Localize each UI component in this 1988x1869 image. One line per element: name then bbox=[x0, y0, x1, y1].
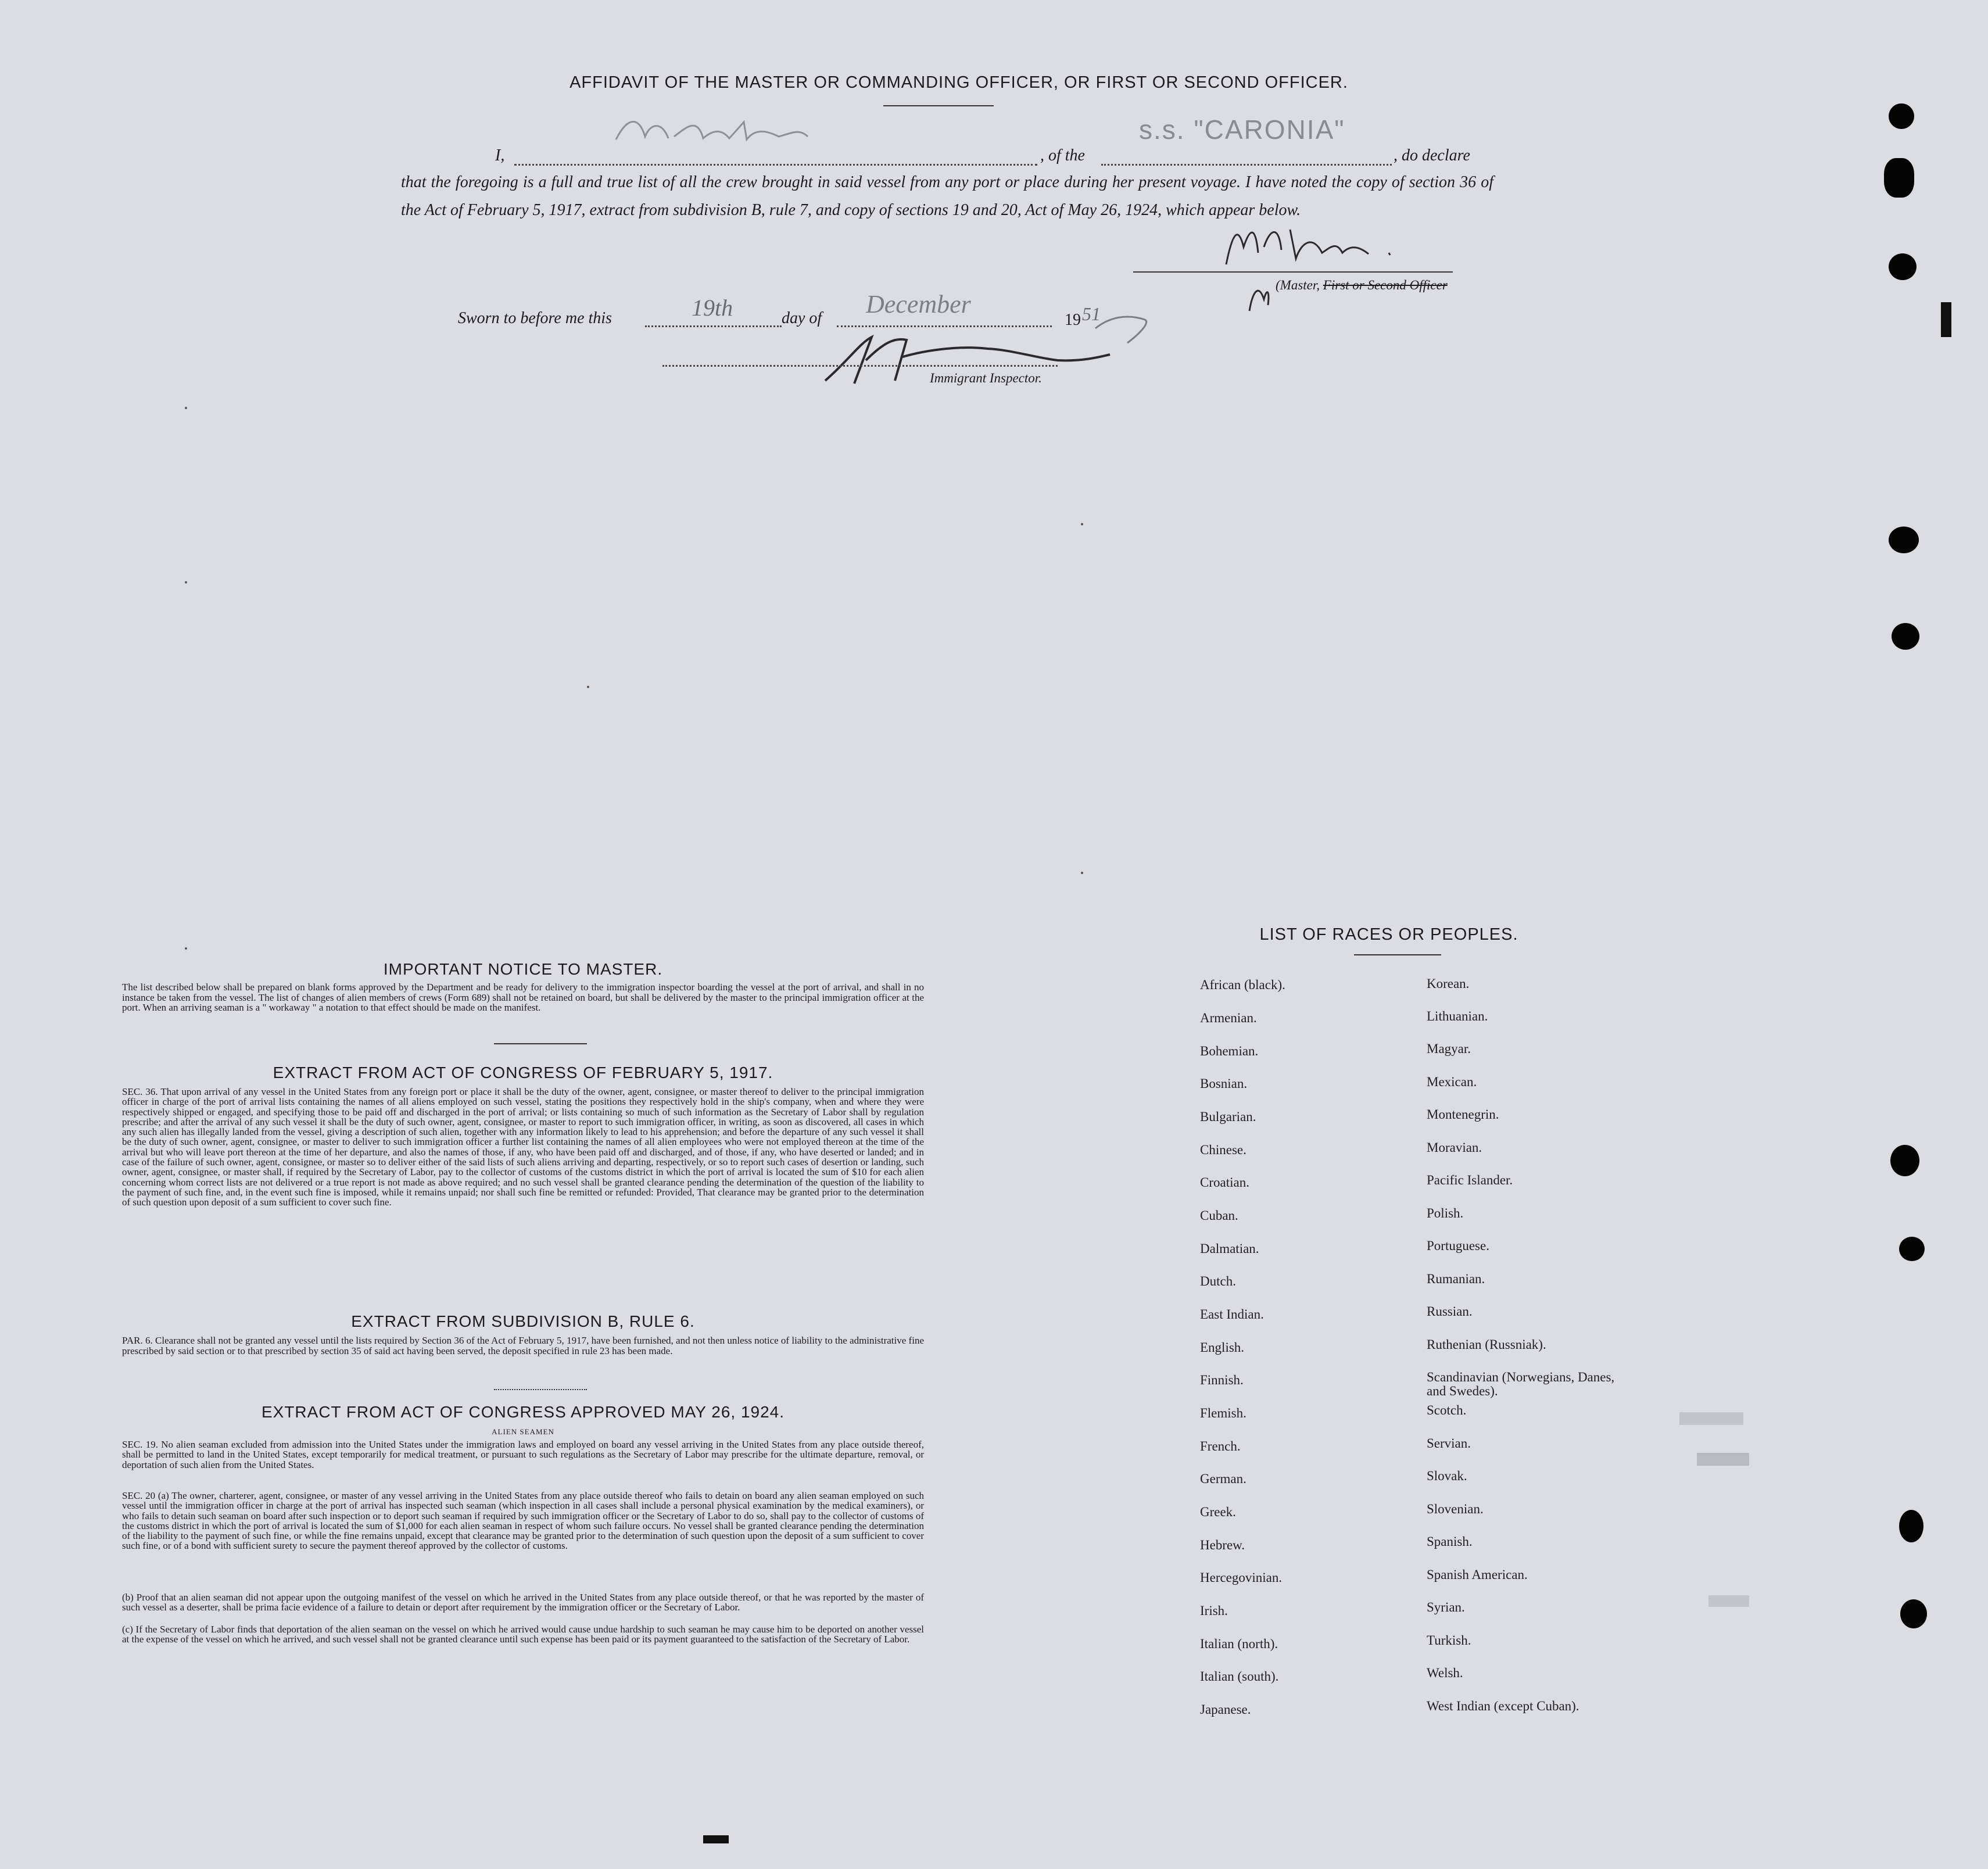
race-item: Dalmatian. bbox=[1200, 1241, 1259, 1256]
race-item: Magyar. bbox=[1427, 1041, 1471, 1056]
edge-mark bbox=[1941, 302, 1951, 337]
punch-hole-icon bbox=[1900, 1599, 1927, 1628]
rule6-heading: EXTRACT FROM SUBDIVISION B, RULE 6. bbox=[351, 1312, 695, 1330]
race-item: Slovenian. bbox=[1427, 1502, 1484, 1516]
race-item: Bosnian. bbox=[1200, 1076, 1248, 1091]
rule6-rule bbox=[494, 1389, 587, 1390]
race-item: Lithuanian. bbox=[1427, 1009, 1488, 1023]
race-item: Bulgarian. bbox=[1200, 1109, 1256, 1124]
race-item: Flemish. bbox=[1200, 1406, 1246, 1420]
master-label-text: (Master, bbox=[1276, 278, 1320, 292]
extract1924-sec19: SEC. 19. No alien seaman excluded from admission into the United States under the immigration laws and employed on board any vessel arriving in the United States from any place outside thereof, shall be permitted to land in the United States, except temporarily for medical treatment, or pursuant to such regulations as the Secretary of Labor may prescribe for the ultimate departure, removal, or deportation of such alien from the United States. bbox=[122, 1439, 924, 1470]
bleed-through-mark bbox=[1697, 1453, 1749, 1466]
ship-stamp: s.s. "CARONIA" bbox=[1139, 114, 1345, 145]
race-item: Spanish American. bbox=[1427, 1567, 1528, 1582]
race-item: Pacific Islander. bbox=[1427, 1173, 1513, 1187]
year-printed: 19 bbox=[1065, 311, 1081, 329]
race-item: Montenegrin. bbox=[1427, 1107, 1499, 1122]
notice-heading: IMPORTANT NOTICE TO MASTER. bbox=[383, 960, 663, 978]
speck bbox=[185, 407, 187, 409]
races-heading: LIST OF RACES OR PEOPLES. bbox=[1259, 925, 1518, 944]
punch-hole-icon bbox=[1899, 1237, 1925, 1261]
race-item: Hebrew. bbox=[1200, 1538, 1245, 1552]
extract1924-heading: EXTRACT FROM ACT OF CONGRESS APPROVED MAY 26, 1924. bbox=[261, 1403, 785, 1421]
affidavit-body: that the foregoing is a full and true list of all the crew brought in said vessel from any port or place during her present voyage. I have noted the copy of section 36 of the Act of February 5, 1917, extract from subdivision B, rule 7, and copy of sections 19 and 20, Act of May 26, 1924, which appear below. bbox=[401, 173, 1493, 219]
race-item: Rumanian. bbox=[1427, 1272, 1485, 1286]
punch-hole-icon bbox=[1892, 623, 1919, 650]
sworn-prefix: Sworn to before me this bbox=[458, 309, 612, 327]
race-item: Welsh. bbox=[1427, 1666, 1463, 1680]
day-blank bbox=[645, 325, 782, 327]
master-label bbox=[1276, 278, 1448, 293]
race-item: Korean. bbox=[1427, 976, 1470, 991]
notice-body: The list described below shall be prepared on blank forms approved by the Department and be ready for delivery to the immigration inspector boarding the vessel at the port of arrival, and shall in no instance be taken from the vessel. The list of changes of alien members of crews (Form 689) shall not be retained on board, but shall be delivered by the master to the principal immigration officer at the port. When an arriving seaman is a " workaway " a notation to that effect should be made on the manifest. bbox=[122, 982, 924, 1013]
affidavit-do-declare: , do declare bbox=[1394, 146, 1470, 164]
master-signature bbox=[1215, 212, 1424, 276]
speck bbox=[1081, 872, 1083, 874]
punch-hole-icon bbox=[1890, 1145, 1919, 1176]
race-item: Hercegovinian. bbox=[1200, 1570, 1283, 1585]
race-item: Turkish. bbox=[1427, 1633, 1471, 1648]
race-item: German. bbox=[1200, 1471, 1246, 1486]
race-item: Bohemian. bbox=[1200, 1044, 1259, 1058]
bleed-through-mark bbox=[1679, 1412, 1743, 1425]
race-item: African (black). bbox=[1200, 978, 1285, 992]
extract1924-sec20a: SEC. 20 (a) The owner, charterer, agent, consignee, or master of any vessel arriving in the United States from any place outside thereof who fails to detain on board any alien seaman employed on such vessel until the immigration officer in charge at the port of arrival has inspected such seaman (which inspection in all cases shall include a personal physical examination by the medical examiners), or who fails to detain such seaman on board after such inspection or to deport such seaman if required by such immigration officer or the Secretary of Labor to do so, shall pay to the collector of customs of the customs district in which the port of arrival is located the sum of $1,000 for each alien seaman in respect of whom such failure occurs. No vessel shall be granted clearance pending the determination of the liability to the payment of such fine, or while the fine remains unpaid, except that clearance may be granted prior to the determination of such question upon the deposit of a sum sufficient to cover such fine, or of a bond with sufficient surety to secure the payment thereof approved by the collector of customs. bbox=[122, 1490, 924, 1552]
handwritten-day: 19th bbox=[692, 295, 733, 321]
race-item: Spanish. bbox=[1427, 1534, 1473, 1549]
race-item: Dutch. bbox=[1200, 1274, 1236, 1288]
handwritten-month: December bbox=[866, 290, 971, 318]
year-handwritten: 51 bbox=[1082, 303, 1101, 324]
race-item: Japanese. bbox=[1200, 1702, 1251, 1717]
extract1924-sec20c: (c) If the Secretary of Labor finds that deportation of the alien seaman on the vessel on which he arrived would cause undue hardship to such seaman he may cause him to be deported on another vessel at the expense of the vessel on which he arrived, and such vessel shall not be granted clearance until such expense has been paid or its payment guaranteed to the satisfaction of the Secretary of Labor. bbox=[122, 1624, 924, 1645]
race-item: Syrian. bbox=[1427, 1600, 1465, 1614]
race-item: Scotch. bbox=[1427, 1403, 1467, 1417]
affidavit-title: AFFIDAVIT OF THE MASTER OR COMMANDING OFFICER, OR FIRST OR SECOND OFFICER. bbox=[569, 73, 1348, 92]
race-item: Moravian. bbox=[1427, 1140, 1482, 1155]
race-item: Slovak. bbox=[1427, 1469, 1467, 1483]
race-item: Cuban. bbox=[1200, 1208, 1238, 1223]
punch-hole-icon bbox=[1889, 253, 1917, 280]
race-item: Armenian. bbox=[1200, 1011, 1257, 1025]
bottom-edge-mark bbox=[703, 1835, 729, 1843]
extract1924-sec20b: (b) Proof that an alien seaman did not appear upon the outgoing manifest of the vessel on which he arrived in the United States from any place outside thereof, or that he was reported by the master of such vessel as a deserter, shall be prima facie evidence of a failure to detain or deport after requirement by the immigration officer or the Secretary of Labor. bbox=[122, 1592, 924, 1613]
race-item: Ruthenian (Russniak). bbox=[1427, 1337, 1546, 1352]
race-item: Polish. bbox=[1427, 1206, 1464, 1220]
inspector-label: Immigrant Inspector. bbox=[930, 371, 1042, 385]
race-item: Mexican. bbox=[1427, 1075, 1477, 1089]
race-item: Greek. bbox=[1200, 1505, 1236, 1519]
inspector-blank bbox=[662, 365, 1058, 367]
affidavit-title-rule bbox=[883, 105, 994, 106]
vessel-blank bbox=[1101, 164, 1392, 166]
bleed-through-mark bbox=[1708, 1595, 1749, 1607]
race-item: English. bbox=[1200, 1340, 1245, 1355]
notice-rule bbox=[494, 1043, 587, 1044]
race-item: Portuguese. bbox=[1427, 1238, 1489, 1253]
struck-officer-text: First or Second Officer bbox=[1323, 278, 1448, 292]
extract1924-subheading: ALIEN SEAMEN bbox=[492, 1427, 554, 1436]
race-item: Finnish. bbox=[1200, 1373, 1244, 1387]
handwritten-master-name bbox=[604, 105, 825, 157]
rule6-body: PAR. 6. Clearance shall not be granted any vessel until the lists required by Section 36 of the Act of February 5, 1917, have been furnished, and not then unless notice of liability to the administrative fine prescribed by said section or to that prescribed by section 35 of said act having been served, the deposit specified in rule 23 has been made. bbox=[122, 1335, 924, 1356]
race-item: Russian. bbox=[1427, 1304, 1473, 1319]
speck bbox=[185, 947, 187, 950]
races-rule bbox=[1354, 954, 1441, 955]
race-item: Chinese. bbox=[1200, 1143, 1246, 1157]
affidavit-i: I, bbox=[495, 146, 505, 164]
race-item: Scandinavian (Norwegians, Danes, and Swedes). bbox=[1427, 1370, 1615, 1398]
master-signature-line bbox=[1133, 271, 1453, 273]
speck bbox=[1081, 523, 1083, 525]
affidavit-of-the: , of the bbox=[1040, 146, 1085, 164]
punch-hole-icon bbox=[1899, 1510, 1923, 1542]
race-item: Italian (north). bbox=[1200, 1637, 1278, 1651]
punch-hole-icon bbox=[1889, 527, 1919, 553]
race-item: French. bbox=[1200, 1439, 1241, 1453]
speck bbox=[587, 686, 589, 688]
race-item: East Indian. bbox=[1200, 1307, 1264, 1322]
extract1917-heading: EXTRACT FROM ACT OF CONGRESS OF FEBRUARY 5, 1917. bbox=[273, 1064, 773, 1082]
day-of: day of bbox=[782, 309, 822, 327]
race-item: Servian. bbox=[1427, 1436, 1471, 1451]
signature-initial bbox=[1244, 276, 1273, 317]
race-item: West Indian (except Cuban). bbox=[1427, 1699, 1579, 1713]
punch-hole-icon bbox=[1889, 103, 1914, 129]
race-item: Italian (south). bbox=[1200, 1669, 1279, 1684]
extract1917-body: SEC. 36. That upon arrival of any vessel in the United States from any foreign port or place it shall be the duty of the owner, agent, consignee, or master thereof to deliver to the principal immigration officer in charge of the port of arrival lists containing the names of all aliens employed on such vessel, stating the positions they respectively hold in the ship's company, when and where they were respectively shipped or engaged, and specifying those to be paid off and discharged in the port of arrival; or lists containing so much of such information as the Secretary of Labor shall by regulation prescribe; and after the arrival of any such vessel it shall be the duty of such owner, agent, consignee, or master to report to such immigration officer, in writing, as soon as discovered, all cases in which any such alien has illegally landed from the vessel, giving a description of such alien, together with any information likely to lead to his apprehension; and before the departure of any such vessel it shall be the duty of such owner, agent, consignee, or master to deliver to such immigration officer a further list containing the names of all alien employees who were not employed thereon at the time of the arrival but who will leave port thereon at the time of her departure, and also the names of those, if any, who have been paid off and discharged, and of those, if any, who have deserted or landed; and in case of the failure of such owner, agent, consignee, or master so to deliver either of the said lists of such aliens arriving and departing, respectively, or so to report such cases of desertion or landing, such owner, agent, consignee, or master shall, if required by the Secretary of Labor, pay to the collector of customs of the customs district in which the port of arrival is located the sum of $10 for each alien concerning whom correct lists are not delivered or a true report is not made as above required; and no such vessel shall be granted clearance pending the determination of the question of the liability to the payment of such fine, and, in the event such fine is imposed, while it remains unpaid; nor shall such fine be remitted or refunded: Provided, That clearance may be granted prior to the determination of such question upon deposit of a sum sufficient to cover such fine. bbox=[122, 1086, 924, 1208]
race-item: Croatian. bbox=[1200, 1175, 1249, 1190]
speck bbox=[185, 581, 187, 583]
name-blank bbox=[514, 164, 1037, 166]
race-item: Irish. bbox=[1200, 1603, 1228, 1618]
punch-hole-icon bbox=[1884, 158, 1914, 198]
